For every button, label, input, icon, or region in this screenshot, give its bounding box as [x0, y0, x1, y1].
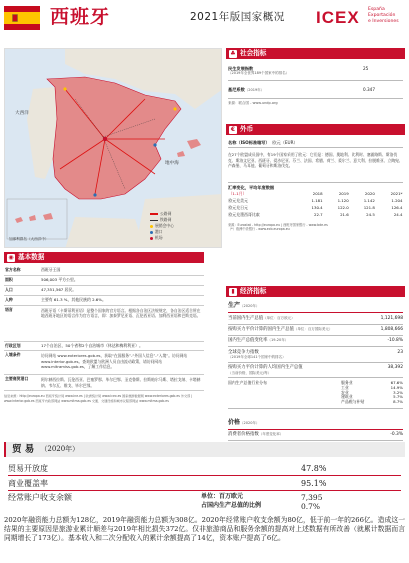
- cpi-row: 消费者价格指数（年度变化率） -0.3%: [228, 430, 403, 441]
- exchange-rates-table: （1-1月） 2018 2019 2020 2021* 欧元兑美元 1.181 1.120 1.142 1.204 欧元兑日元 130.4 122.0 121.8 126.4 欧元兑墨西哥比索 22.7 21.6 24.5 24.4: [228, 191, 403, 220]
- hdi-row: 民生发展指数 （2019年全世界189个国家中的排名） 25: [228, 62, 403, 81]
- gini-row: 基尼系数（2019年） 0.347: [228, 81, 403, 99]
- eurozone-desc: 在27个欧盟成员国中，有19个国家采用了欧元：它们是：德国、奥地利、比利时、塞浦路斯、斯洛伐克、斯洛文尼亚、西班牙、爱沙尼亚、芬兰、法国、希腊、荷兰、爱尔兰、意大利、拉脱维亚、立陶宛、卢森堡、马耳他、葡萄牙和斯洛伐克。: [228, 152, 403, 169]
- price-title: 价格（2020年）: [228, 417, 403, 430]
- legend-fairs: 展销会中心: [150, 223, 220, 229]
- currency-section: [228, 138, 403, 231]
- chart-icon: ▮: [229, 288, 237, 296]
- report-title: 2021年版国家概况: [190, 11, 285, 23]
- table-row: 入境条件 访问网站 www.exteriores.gob.es，获取“在国服务”-“外国人信息”-“入境”。访问网站 www.interior.gob.es。查询欧盟与欧洲人员自由流动政策，请访问网站 www.mitramiss.gob.es，了解工作信息。: [4, 351, 204, 375]
- social-indicators: [228, 62, 403, 105]
- legend-ports: 港口: [150, 229, 220, 235]
- currency-header: € 外币: [226, 124, 405, 135]
- logo-subtitle: España Exportación e Inversiones: [368, 7, 399, 24]
- spain-flag-icon: [4, 6, 40, 30]
- globe-icon: ◉: [8, 253, 14, 261]
- logo-mark: ICEX: [316, 8, 360, 27]
- fx-source: 来源：Eurostat - http://europa.eu | 西班牙国家银行 - www.bde.es: [228, 222, 328, 227]
- table-row: 欧元兑墨西哥比索 22.7 21.6 24.5 24.4: [228, 212, 403, 218]
- social-source: 来源：联合国 - www.undp.org: [228, 101, 278, 105]
- gdp-sectors-row: 国内生产总值行业分布 服务业 67.6% 工业 14.9% 农业 3.2% 建筑业 5.7% 产品税与补贴 8.7%: [228, 378, 403, 408]
- basic-data-header: ◉ 基本数据: [4, 252, 204, 263]
- sea-label: 地中海: [165, 161, 179, 166]
- table-row: 人种 主要有 61.3 %，其他民族约 2.6%。: [4, 295, 204, 305]
- legend-rail: 铁路网: [150, 217, 220, 223]
- gdp-row: 当前国内生产总值（单位：百万欧元） 1,121,698: [228, 313, 403, 324]
- coverage-row: 商业覆盖率 95.1%: [8, 479, 401, 491]
- table-row: 官方名称 西班牙王国: [4, 266, 204, 275]
- basic-source: 信息来源：http://europa.eu 西班牙统计局 www.ine.es | 欧洲统计局 www.icex.es 国家旅游数据网 www.exteriores.gob.es 外交部 | www.interior.gob.es 西班牙内政部网站 www.mitma.gob.es 交通、交通设施和城市议程部网站 www.mitma.gob.es: [4, 394, 193, 403]
- production-title: 生产（2020年）: [228, 300, 403, 313]
- country-name: 西班牙: [50, 6, 111, 28]
- basic-data: [4, 266, 204, 403]
- table-row: 欧元兑美元 1.181 1.120 1.142 1.204: [228, 197, 403, 203]
- page-header: [0, 0, 409, 36]
- legend-roads: 公路网: [150, 211, 220, 217]
- table-row: 行政区划 17个自治区、50个省和2个自治城市（休达和梅利利亚）。: [4, 341, 204, 351]
- gdp-ppp-row: 按购买力平价计算的国内生产总值（单位：百万国际美元） 1,808,666: [228, 325, 403, 336]
- table-row: 面积 506,003 平方公里。: [4, 275, 204, 285]
- canary-label: 加那利群岛（大西洋中）: [9, 237, 49, 241]
- trade-summary: 2020年融资能力总额为128亿，2019年融资能力总额为308亿。2020年经常账户收支余额为80亿，低于前一年的266亿。造成这一结果的主要原因是旅游业累计顺差与2019年相比损失372亿。仅非旅游商品和服务余额的提高对上述数据有所改善（就累计数据而言同期增长了173亿）。基本收入和二次分配收入的累计余额提高了14亿，资本账户提高了6亿。: [4, 516, 405, 542]
- basic-data-table: [4, 266, 204, 391]
- trade-openness-row: 贸易开放度 47.8%: [8, 464, 401, 476]
- table-row: 主要商贸港口 阿尔赫西拉斯、瓦伦西亚、巴塞罗那、毕尔巴鄂、圣克鲁斯、拉斯帕尔马斯、塔拉戈纳、卡塔赫纳、韦尔瓦、维戈、毕尔巴鄂。: [4, 375, 204, 391]
- trade-header: 贸 易 （2020年）: [4, 442, 405, 457]
- ocean-label: 大西洋: [15, 111, 29, 116]
- gdp-change-row: 国内生产总值变化率（19-20年） -10.8%: [228, 336, 403, 347]
- gdp-per-capita-row: 按购买力平价计算的人均国内生产总值 （当前价格，国际美元/每） 38,392: [228, 363, 403, 379]
- rates-title: 汇率变化，平均年度数据: [228, 185, 275, 191]
- table-row: 语言 西班牙语（卡斯蒂利亚语）是整个国家的官方语言。根据各自治区法规规定，各自治区适合所在地西班牙地区的语言作为官方语言，即：加泰罗尼亚语、瓦伦西亚语、加利西亚语和巴斯克语。: [4, 305, 204, 341]
- fx-source-note: （*）欧洲中央银行 - www.ecb.europa.eu: [228, 226, 290, 231]
- currency-icon: €: [230, 125, 236, 133]
- table-row: 欧元兑日元 130.4 122.0 121.8 126.4: [228, 205, 403, 211]
- economic-indicators-header: ▮ 经济指标: [226, 286, 405, 297]
- legend-airports: 机场: [150, 235, 220, 241]
- currency-name-row: 名称（ISO标准缩写） 欧元（EUR）: [228, 138, 403, 148]
- icex-logo: [316, 5, 404, 31]
- social-indicators-header: ♣ 社会指标: [226, 48, 405, 59]
- people-icon: ♣: [230, 49, 236, 57]
- economic-indicators: [228, 300, 403, 441]
- competitiveness-row: 全球竞争力指数 （2019年全球141个国家中的排名） 23: [228, 347, 403, 363]
- table-row: 人口 47,351,567 居民。: [4, 285, 204, 295]
- map-legend: [150, 211, 220, 241]
- current-account-row: 经常账户收支余额 单位：百万欧元 7,395 占国内生产总值的比例 0.7%: [8, 493, 323, 512]
